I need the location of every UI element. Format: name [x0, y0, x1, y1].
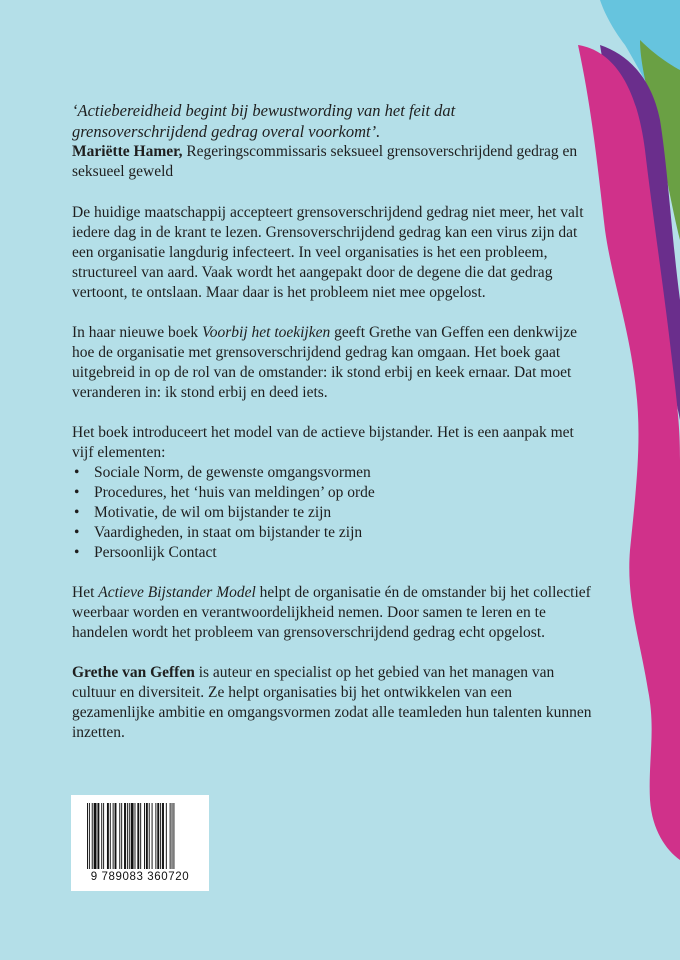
barcode-bar	[129, 803, 130, 869]
barcode-bar	[127, 803, 128, 869]
barcode-bar	[162, 803, 164, 869]
barcode-bar	[107, 803, 109, 869]
list-item: • Procedures, het ‘huis van meldingen’ op orde	[72, 483, 592, 503]
barcode-bar	[135, 803, 136, 869]
barcode-bar	[124, 803, 126, 869]
quote-author-role: Regeringscommissaris seksueel grensoverschrijdend gedrag en seksueel geweld	[72, 143, 578, 180]
barcode-bar	[140, 803, 141, 869]
barcode-bar	[89, 803, 90, 869]
paragraph-model	[72, 583, 592, 643]
barcode-bar	[166, 803, 167, 869]
author-bio	[72, 663, 592, 743]
quote-author-name: Mariëtte Hamer,	[72, 143, 183, 160]
author-bio-text: is auteur en specialist op het gebied van het managen van cultuur en diversiteit. Ze helpt organisaties bij het ontwikkelen van een gezamenlijke ambitie en omgangsvormen zodat alle teamleden hun talenten kunnen inzetten.	[72, 664, 592, 741]
barcode-bar	[157, 803, 159, 869]
barcode-bar	[146, 803, 148, 869]
paragraph-model-start: Het	[72, 584, 99, 601]
list-item: • Motivatie, de wil om bijstander te zijn	[72, 503, 592, 523]
paragraph-book	[72, 323, 592, 403]
elements-list	[72, 463, 592, 563]
list-item: • Sociale Norm, de gewenste omgangsvormen	[72, 463, 592, 483]
list-item: • Persoonlijk Contact	[72, 543, 592, 563]
barcode-bar	[103, 803, 104, 869]
barcode-bar	[94, 803, 97, 869]
barcode-bar	[170, 803, 171, 869]
quote-text: ‘Actiebereidheid begint bij bewustwording van het feit dat grensoverschrijdend gedrag overal voorkomt’.	[72, 101, 456, 141]
back-cover-text	[72, 100, 592, 763]
barcode-bar	[144, 803, 145, 869]
paragraph-model-intro: Het boek introduceert het model van de actieve bijstander. Het is een aanpak met vijf elementen:	[72, 424, 574, 461]
isbn-number: 9 789083 360720	[90, 871, 190, 883]
barcode-bar	[149, 803, 150, 869]
barcode-bar	[110, 803, 111, 869]
paragraph-book-start: In haar nieuwe boek	[72, 324, 202, 341]
barcode-bar	[101, 803, 102, 869]
list-item: • Vaardigheden, in staat om bijstander te zijn	[72, 523, 592, 543]
paragraph-intro: De huidige maatschappij accepteert grensoverschrijdend gedrag niet meer, het valt iedere dag in de krant te lezen. Grensoverschrijdend gedrag kan een virus zijn dat een organisatie langdurig infecteert. In veel organisaties is het een probleem, structureel van aard. Vaak wordt het aangepakt door de degene die dat gedrag vertoont, te ontslaan. Maar daar is het probleem niet mee opgelost.	[72, 204, 584, 301]
barcode-bar	[137, 803, 139, 869]
isbn-barcode	[71, 795, 209, 891]
paragraph-model-rest: helpt de organisatie én de omstander bij het collectief weerbaar worden en verantwoordelijkheid nemen. Door samen te leren en te handelen wordt het probleem van grensoverschrijdend gedrag echt opgelost.	[72, 584, 591, 641]
barcode-bar	[97, 803, 99, 869]
barcode-bar	[173, 803, 174, 869]
author-name: Grethe van Geffen	[72, 664, 195, 681]
model-name: Actieve Bijstander Model	[98, 584, 256, 601]
barcode-bar	[87, 803, 88, 869]
barcode-bar	[119, 803, 120, 869]
barcode-bar	[155, 803, 156, 869]
barcode-bar	[121, 803, 122, 869]
barcode-bars	[87, 803, 199, 869]
paragraph-book-rest: geeft Grethe van Geffen een denkwijze hoe de organisatie met grensoverschrijdend gedrag kan omgaan. Het boek gaat uitgebreid in op de rol van de omstander: ik stond erbij en keek ernaar. Dat moet veranderen in: ik stond erbij en deed iets.	[72, 324, 577, 401]
barcode-bar	[152, 803, 153, 869]
barcode-bar	[92, 803, 93, 869]
barcode-bar	[113, 803, 114, 869]
quote-attribution	[72, 142, 592, 182]
barcode-bar	[115, 803, 117, 869]
barcode-bar	[172, 803, 173, 869]
barcode-bar	[131, 803, 134, 869]
barcode-bar	[160, 803, 161, 869]
book-title: Voorbij het toekijken	[201, 324, 331, 341]
